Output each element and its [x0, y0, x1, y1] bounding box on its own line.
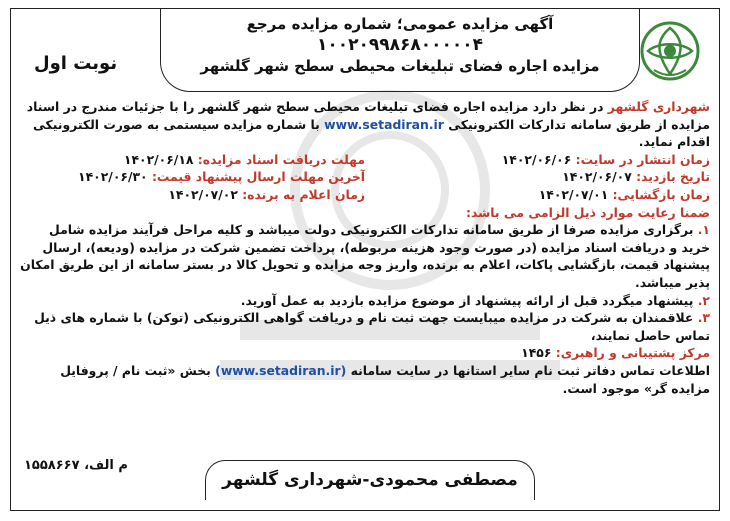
ad-title: آگهی مزایده عمومی؛ شماره مزایده مرجع — [246, 15, 554, 33]
support-setadiran-link[interactable]: (www.setadiran.ir) — [215, 362, 347, 378]
dates-row-3 — [20, 186, 710, 204]
condition-item-1-text: برگزاری مزایده صرفا از طریق سامانه تدارکات الکترونیکی دولت میباشد و کلیه مراحل فرآیند مزایده شامل خرید و دریافت اسناد مزایده (در صورت وجود هزینه مربوطه)، پرداخت تضمین شرکت در مزایده (ودیعه)، ارسال پیشنهاد قیمت، بازگشایی پاکات، اعلام به برنده، واریز وجه مزایده و تحویل کالا در بستر سامانه از این طریق امکان پذیر میباشد. — [20, 222, 710, 290]
organization-name: شهرداری گلشهر — [607, 99, 710, 114]
condition-item-3-text: علاقمندان به شرکت در مزایده میبایست جهت ثبت نام و دریافت گواهی الکترونیکی (توکن) با شماره های ذیل تماس حاصل نمایند، — [34, 310, 710, 343]
golshahr-municipality-logo-icon — [634, 20, 706, 82]
round-label: نوبت اول — [34, 53, 118, 74]
intro-text-b: با شماره مزایده سیستمی به صورت الکترونیکی اقدام نماید. — [33, 116, 710, 150]
support-center-number: ۱۴۵۶ — [521, 345, 556, 361]
intro-text-a: در نظر دارد مزایده اجاره فضای تبلیغات محیطی سطح شهر گلشهر را با جزئیات مندرج در اسناد مزایده از طریق سامانه تدارکات الکترونیکی — [26, 99, 710, 132]
support-text-b: بخش «ثبت نام / پروفایل مزایده گر» موجود است. — [60, 362, 710, 396]
ad-body — [20, 98, 710, 448]
opening-date-value: ۱۴۰۲/۰۷/۰۱ — [538, 186, 613, 202]
docs-deadline — [20, 151, 365, 169]
condition-item-1-number: ۱. — [697, 222, 710, 238]
publish-date-label: زمان انتشار در سایت: — [575, 151, 710, 167]
visit-date-value: ۱۴۰۲/۰۶/۰۷ — [562, 169, 637, 185]
condition-item-2-text: پیشنهاد میگردد قبل از ارائه پیشنهاد از موضوع مزایده بازدید به عمل آورید. — [240, 292, 698, 308]
condition-item-3-number: ۳. — [697, 310, 710, 326]
docs-deadline-value: ۱۴۰۲/۰۶/۱۸ — [123, 151, 198, 167]
dates-row-2 — [20, 168, 710, 186]
docs-deadline-label: مهلت دریافت اسناد مزایده: — [197, 151, 365, 167]
auction-subject: مزایده اجاره فضای تبلیغات محیطی سطح شهر گلشهر — [200, 57, 600, 75]
conditions-heading: ضمنا رعایت موارد ذیل الزامی می باشد: — [465, 204, 710, 220]
support-center — [20, 344, 710, 362]
publication-code: م الف، ۱۵۵۸۶۶۷ — [24, 458, 128, 473]
visit-date — [365, 168, 710, 186]
support-paragraph — [20, 362, 710, 397]
winner-announce-label: زمان اعلام به برنده: — [242, 186, 365, 202]
dates-row-1 — [20, 151, 710, 169]
visit-date-label: تاریخ بازدید: — [636, 169, 710, 185]
condition-item-2 — [20, 292, 710, 310]
intro-paragraph — [20, 98, 710, 151]
publish-date-value: ۱۴۰۲/۰۶/۰۶ — [501, 151, 576, 167]
winner-announce-date — [20, 186, 365, 204]
condition-item-1 — [20, 221, 710, 291]
bid-deadline-label: آخرین مهلت ارسال پیشنهاد قیمت: — [151, 169, 365, 185]
support-center-label: مرکز پشتیبانی و راهبری: — [555, 345, 710, 361]
publish-date — [365, 151, 710, 169]
condition-item-3 — [20, 309, 710, 344]
auction-reference-number: ۱۰۰۲۰۹۹۸۶۸۰۰۰۰۰۴ — [316, 35, 483, 55]
support-text-a: اطلاعات تماس دفاتر ثبت نام سایر استانها در سایت سامانه — [346, 362, 710, 378]
bid-deadline — [20, 168, 365, 186]
opening-date — [365, 186, 710, 204]
setadiran-link[interactable]: www.setadiran.ir — [324, 116, 444, 132]
opening-date-label: زمان بازگشایی: — [612, 186, 710, 202]
header — [10, 8, 720, 94]
signature-box: مصطفی محمودی-شهرداری گلشهر — [205, 460, 535, 500]
winner-announce-value: ۱۴۰۲/۰۷/۰۲ — [168, 186, 243, 202]
title-box — [160, 8, 640, 92]
bid-deadline-value: ۱۴۰۲/۰۶/۳۰ — [78, 169, 152, 185]
condition-item-2-number: ۲. — [697, 292, 710, 308]
